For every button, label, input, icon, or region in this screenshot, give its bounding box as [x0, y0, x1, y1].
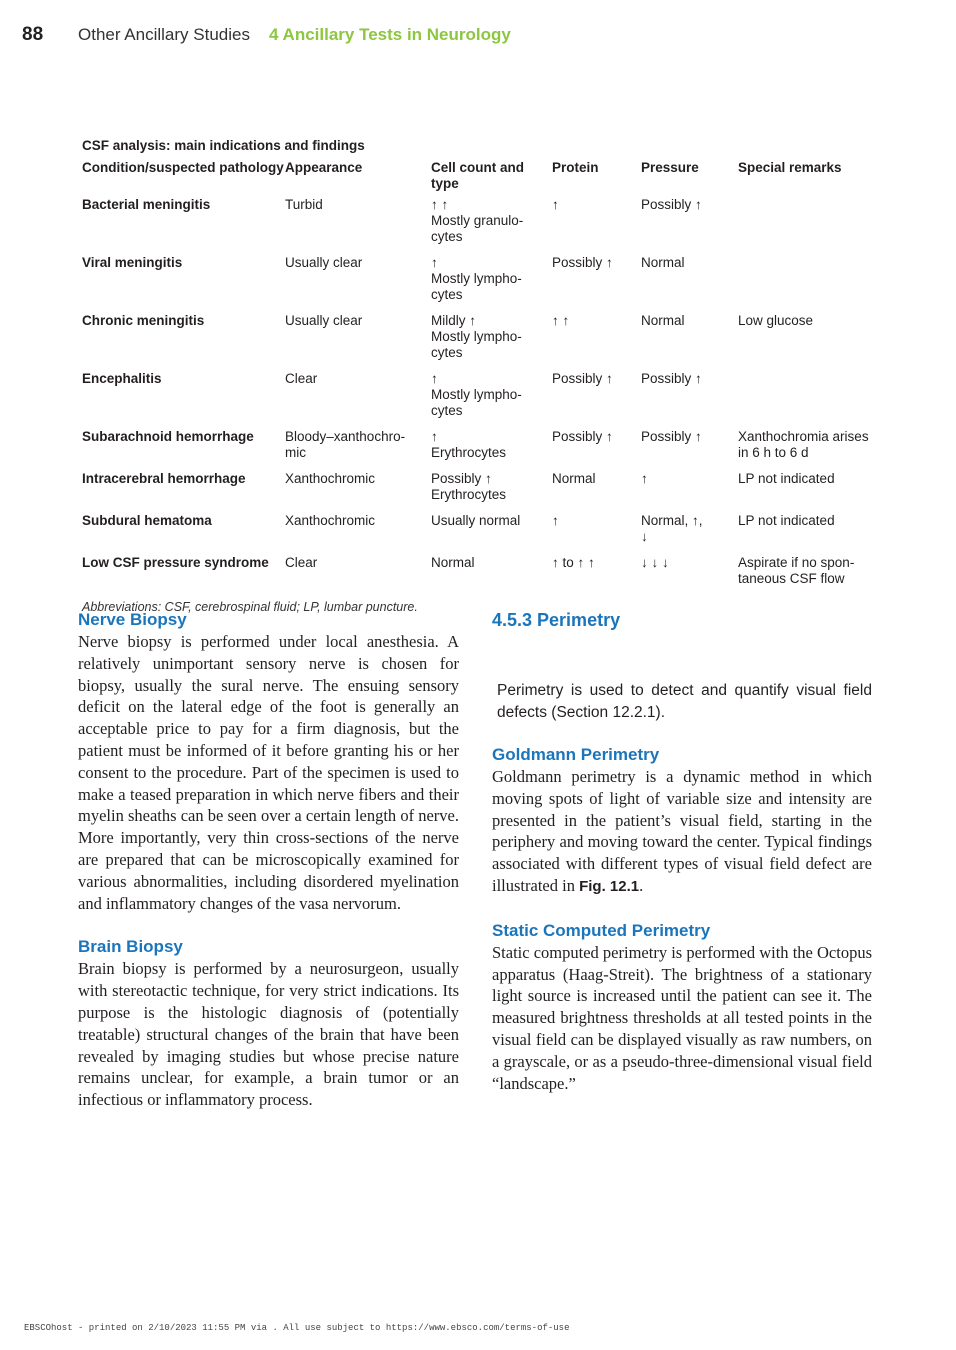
brain-biopsy-heading: Brain Biopsy: [78, 937, 183, 957]
table-row: [82, 255, 882, 313]
table-row: [82, 197, 882, 255]
table-cell-remarks: Aspirate if no spon- taneous CSF flow: [738, 555, 855, 586]
table-cell-protein: Possibly ↑: [552, 371, 613, 386]
table-cell-remarks: Low glucose: [738, 313, 814, 328]
table-cell-remarks: LP not indicated: [738, 513, 835, 528]
table-cell-pressure: Possibly ↑: [641, 197, 702, 212]
table-cell-remarks: [738, 197, 882, 255]
column-header: Cell count and type: [431, 160, 525, 191]
static-perimetry-text: Static computed perimetry is performed with the Octopus apparatus (Haag-Streit). The brightness of a stationary light source is increased until the patient can see it. The measured brightness thresholds at all tested points in the visual field can be displayed visually as raw numbers, on a grayscale, or as a pseudo-three-dimensional visual field “landscape.”: [492, 942, 872, 1093]
column-header: Appearance: [285, 160, 363, 175]
table-row: [82, 313, 882, 371]
table-cell-cells: ↑ Erythrocytes: [431, 429, 507, 460]
page-number: 88: [22, 24, 44, 45]
table-cell-remarks: [738, 255, 882, 313]
table-cell-appearance: Clear: [285, 555, 318, 570]
nerve-biopsy-text: Nerve biopsy is performed under local anesthesia. A relatively unimportant sensory nerve is chosen for biopsy, usually the sural nerve. The ensuing sensory deficit on the lateral edge of the foot is generally an acceptable price to pay for a firm diagnosis, but the patient must be informed of it before granting his or her consent to the procedure. Part of the specimen is used to make a teased preparation in which nerve fibers and their myelin sheaths can be seen over a certain length of nerve. More importantly, very thin cross-sections of the nerve are prepared that can be microscopically examined for various abnormalities, including disordered myelination and inflammatory changes of the vasa nervorum.: [78, 632, 459, 913]
table-cell-protein: ↑: [552, 197, 559, 212]
table-cell-cells: ↑ Mostly lympho- cytes: [431, 255, 522, 302]
static-perimetry-heading: Static Computed Perimetry: [492, 920, 711, 940]
table-row: [82, 513, 882, 555]
table-row: [82, 555, 882, 597]
goldmann-text-end: .: [639, 875, 644, 895]
table-cell-protein: Possibly ↑: [552, 255, 613, 270]
table-cell-condition: Bacterial meningitis: [82, 197, 211, 212]
table-row: [82, 429, 882, 471]
table-cell-pressure: Normal: [641, 313, 685, 328]
table-cell-protein: ↑ ↑: [552, 313, 570, 328]
table-cell-remarks: Xanthochromia arises in 6 h to 6 d: [738, 429, 869, 460]
table-cell-condition: Subdural hematoma: [82, 513, 212, 528]
table-cell-condition: Viral meningitis: [82, 255, 183, 270]
goldmann-text-body: Goldmann perimetry is a dynamic method in which moving spots of light of variable size and intensity are presented in the patient’s visual field, starting in the periphery and moving toward the center. Typical findings associated with different types of visual field defect are illustrated in: [492, 767, 872, 895]
table-cell-pressure: Normal, ↑, ↓: [641, 513, 703, 544]
table-cell-pressure: ↓ ↓ ↓: [641, 555, 669, 570]
perimetry-intro-text: Perimetry is used to detect and quantify visual field defects (Section 12.2.1).: [497, 682, 872, 721]
table-cell-appearance: Usually clear: [285, 255, 363, 270]
column-header: Condition/suspected pathology: [82, 160, 284, 175]
column-header: Special remarks: [738, 160, 842, 175]
table-cell-protein: ↑ to ↑ ↑: [552, 555, 595, 570]
table-cell-condition: Subarachnoid hemorrhage: [82, 429, 254, 444]
table-cell-remarks: LP not indicated: [738, 471, 835, 486]
table-cell-protein: Normal: [552, 471, 596, 486]
nerve-biopsy-heading: Nerve Biopsy: [78, 610, 187, 629]
table-header-row: [82, 160, 882, 197]
footer-notice: EBSCOhost - printed on 2/10/2023 11:55 PM via . All use subject to https://www.ebsco.com/terms-of-use: [24, 1323, 570, 1333]
table-cell-appearance: Bloody–xanthochro- mic: [285, 429, 406, 460]
table-cell-condition: Intracerebral hemorrhage: [82, 471, 246, 486]
table-caption: CSF analysis: main indications and findings: [82, 138, 365, 153]
table-cell-appearance: Usually clear: [285, 313, 363, 328]
table-cell-protein: Possibly ↑: [552, 429, 613, 444]
brain-biopsy-text: Brain biopsy is performed by a neurosurgeon, usually with stereotactic technique, for very strict indications. Its purpose is the histologic diagnosis of (potentially treatable) structural changes of the brain that have been revealed by imaging studies but whose precise nature remains unclear, for example, a brain tumor or an infectious or inflammatory process.: [78, 959, 459, 1110]
figure-reference-link[interactable]: Fig. 12.1: [579, 877, 640, 895]
table-cell-pressure: ↑: [641, 471, 648, 486]
table-cell-appearance: Turbid: [285, 197, 323, 212]
left-column: [78, 609, 459, 1111]
table-abbreviations: Abbreviations: CSF, cerebrospinal fluid; LP, lumbar puncture.: [82, 600, 418, 614]
table-cell-condition: Low CSF pressure syndrome: [82, 555, 269, 570]
table-cell-appearance: Xanthochromic: [285, 471, 376, 486]
table-row: [82, 471, 882, 513]
table-cell-cells: ↑ ↑ Mostly granulo- cytes: [431, 197, 524, 244]
table-cell-cells: Usually normal: [431, 513, 521, 528]
table-cell-condition: Chronic meningitis: [82, 313, 205, 328]
table-cell-pressure: Possibly ↑: [641, 429, 702, 444]
csf-table: [82, 160, 882, 597]
table-cell-appearance: Xanthochromic: [285, 513, 376, 528]
table-cell-cells: Normal: [431, 555, 475, 570]
column-header: Protein: [552, 160, 599, 175]
table-cell-protein: ↑: [552, 513, 559, 528]
perimetry-section-heading: 4.5.3 Perimetry: [492, 610, 621, 630]
table-cell-remarks: [738, 371, 882, 429]
table-cell-cells: ↑ Mostly lympho- cytes: [431, 371, 522, 418]
table-cell-appearance: Clear: [285, 371, 318, 386]
table-row: [82, 371, 882, 429]
running-title: Other Ancillary Studies: [78, 25, 250, 44]
table-cell-pressure: Possibly ↑: [641, 371, 702, 386]
chapter-title: 4 Ancillary Tests in Neurology: [269, 25, 511, 44]
right-column: [492, 609, 872, 1094]
table-cell-cells: Possibly ↑ Erythrocytes: [431, 471, 507, 502]
csf-table-block: [82, 138, 882, 615]
table-body: [82, 197, 882, 597]
table-cell-condition: Encephalitis: [82, 371, 162, 386]
goldmann-text: [492, 766, 872, 898]
table-cell-cells: Mildly ↑ Mostly lympho- cytes: [431, 313, 522, 360]
table-cell-pressure: Normal: [641, 255, 685, 270]
column-header: Pressure: [641, 160, 699, 175]
goldmann-heading: Goldmann Perimetry: [492, 745, 660, 764]
